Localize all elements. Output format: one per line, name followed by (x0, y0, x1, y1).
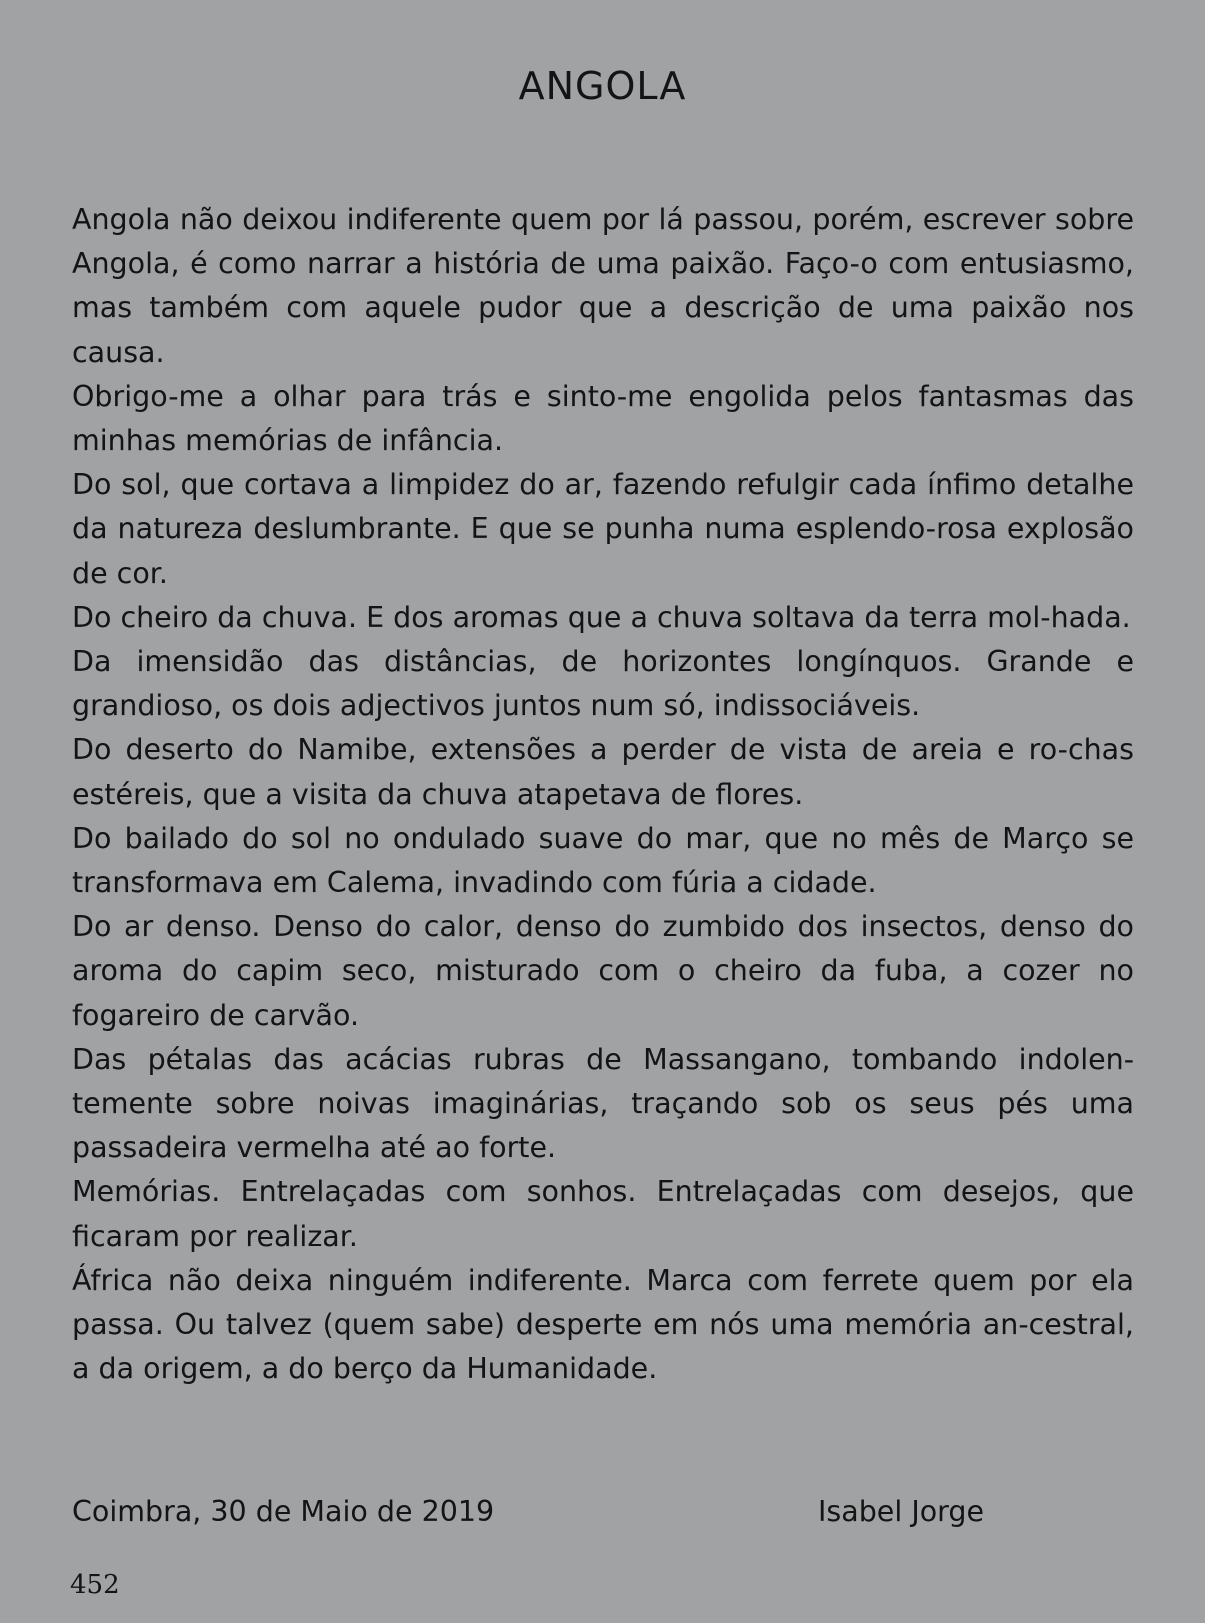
paragraph: Das pétalas das acácias rubras de Massangano, tombando indolen-temente sobre noivas imaginárias, traçando sob os seus pés uma passadeira vermelha até ao forte. (72, 1042, 1134, 1165)
paragraph: Do cheiro da chuva. E dos aromas que a chuva soltava da terra mol-hada. (72, 600, 1131, 634)
paragraph: Memórias. Entrelaçadas com sonhos. Entrelaçadas com desejos, que ficaram por realizar. (72, 1175, 1134, 1253)
paragraph: África não deixa ninguém indiferente. Marca com ferrete quem por ela passa. Ou talvez (quem sabe) desperte em nós uma memória an-cestral, a da origem, a do berço da Humanidade. (72, 1263, 1134, 1386)
paragraph: Obrigo-me a olhar para trás e sinto-me engolida pelos fantasmas das minhas memórias de infância. (72, 379, 1134, 458)
paragraph: Do ar denso. Denso do calor, denso do zumbido dos insectos, denso do aroma do capim seco, misturado com o cheiro da fuba, a cozer no fogareiro de carvão. (72, 910, 1134, 1032)
signature-row (72, 1490, 1072, 1534)
page-title: ANGOLA (518, 64, 687, 108)
author-name: Isabel Jorge (818, 1495, 985, 1528)
paragraph: Do bailado do sol no ondulado suave do mar, que no mês de Março se transformava em Calema, invadindo com fúria a cidade. (72, 821, 1134, 900)
page-number: 452 (70, 1570, 120, 1600)
place-date: Coimbra, 30 de Maio de 2019 (72, 1495, 495, 1528)
paragraph: Do deserto do Namibe, extensões a perder de vista de areia e ro-chas estéreis, que a visita da chuva atapetava de flores. (72, 733, 1134, 811)
paragraph: Do sol, que cortava a limpidez do ar, fazendo refulgir cada ínfimo detalhe da natureza deslumbrante. E que se punha numa esplendo-rosa explosão de cor. (72, 468, 1134, 590)
paragraph: Da imensidão das distâncias, de horizontes longínquos. Grande e grandioso, os dois adjectivos juntos num só, indissociáveis. (72, 645, 1134, 723)
body-text (72, 198, 1134, 1391)
paragraph: Angola não deixou indiferente quem por lá passou, porém, escrever sobre Angola, é como narrar a história de uma paixão. Faço-o com entusiasmo, mas também com aquele pudor que a descrição de uma paixão nos causa. (72, 203, 1134, 369)
